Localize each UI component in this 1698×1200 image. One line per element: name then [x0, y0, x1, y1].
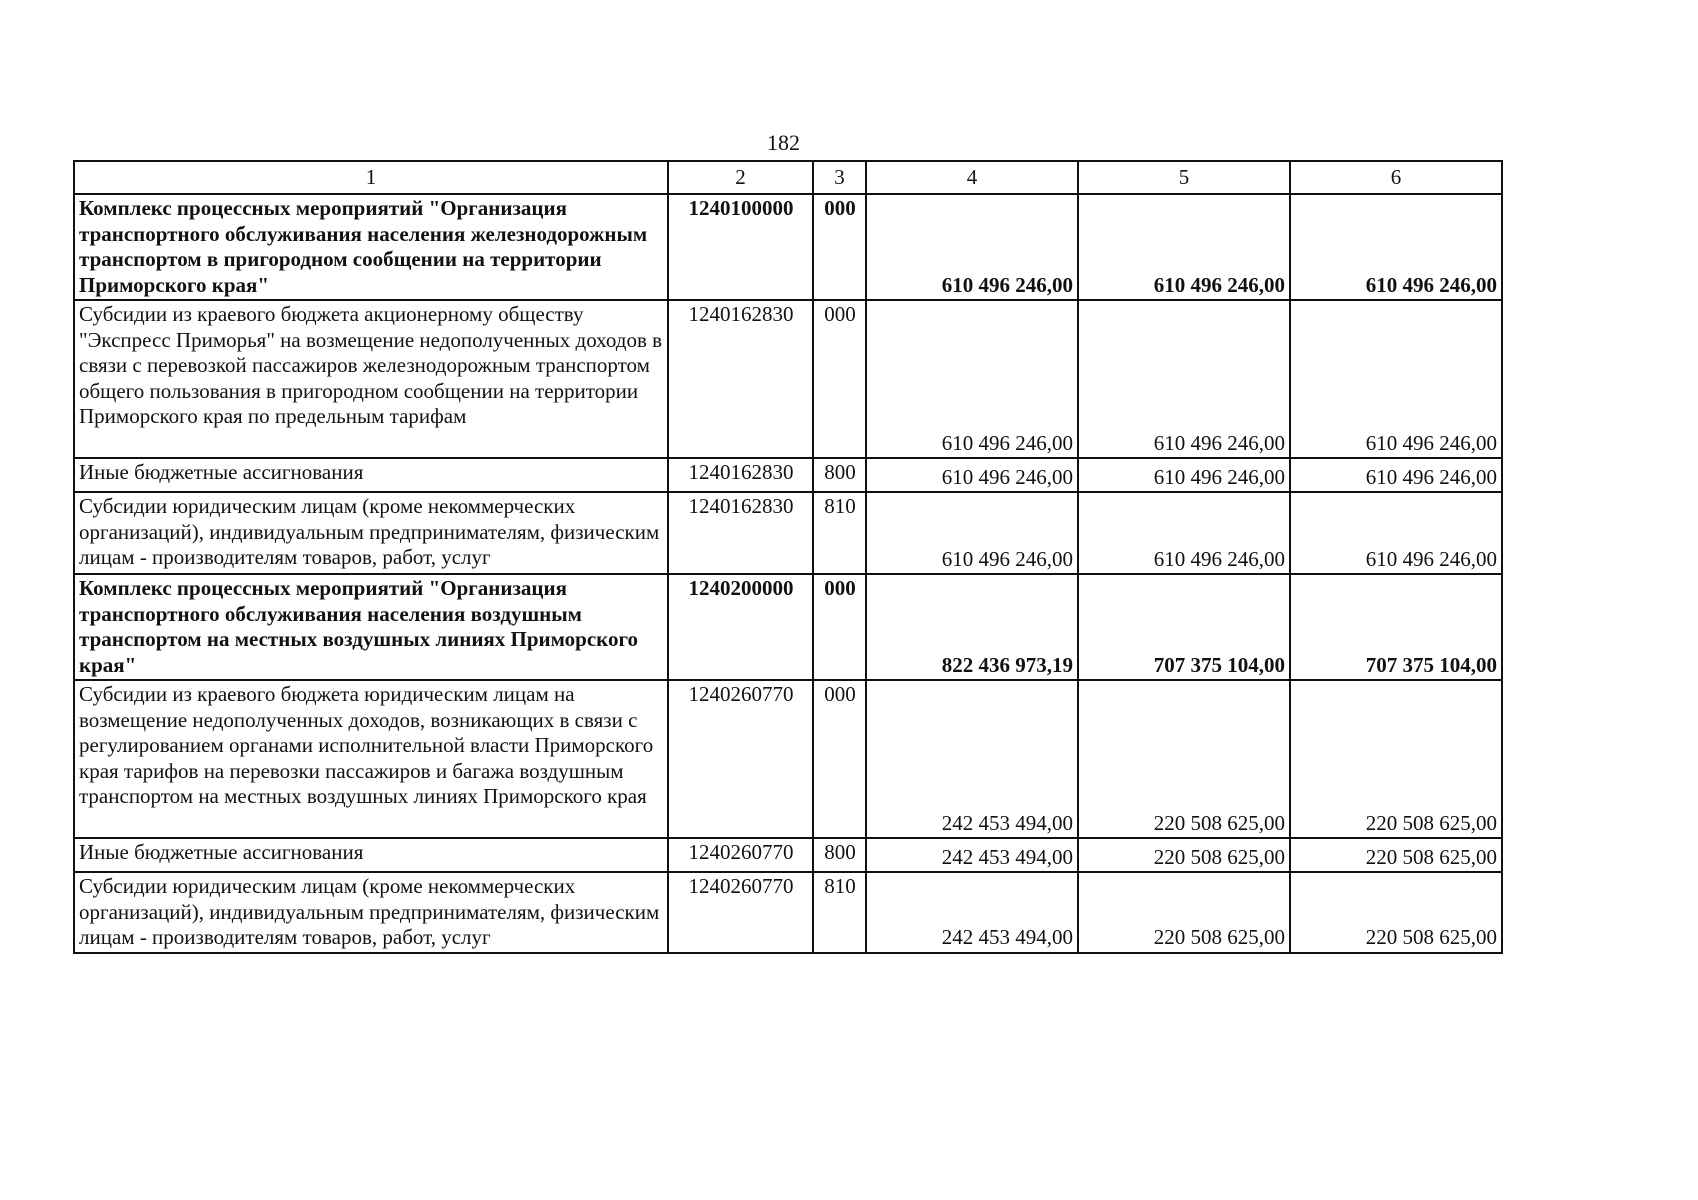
target-article-cell: 1240162830 — [668, 300, 813, 458]
target-article-cell: 1240200000 — [668, 574, 813, 680]
expense-name-cell: Субсидии юридическим лицам (кроме некоммерческих организаций), индивидуальным предпринимателям, физическим лицам - производителям товаров, работ, услуг — [74, 872, 668, 953]
amount-year1-cell: 242 453 494,00 — [866, 872, 1078, 953]
table-row — [74, 872, 1502, 953]
table-row — [74, 838, 1502, 872]
amount-year1-cell: 822 436 973,19 — [866, 574, 1078, 680]
amount-year3-cell: 707 375 104,00 — [1290, 574, 1502, 680]
amount-year2-cell: 610 496 246,00 — [1078, 492, 1290, 574]
amount-year3-cell: 610 496 246,00 — [1290, 300, 1502, 458]
expense-type-cell: 000 — [813, 194, 866, 300]
amount-year3-cell: 610 496 246,00 — [1290, 458, 1502, 492]
expense-name-cell: Субсидии из краевого бюджета акционерному обществу "Экспресс Приморья" на возмещение недополученных доходов в связи с перевозкой пассажиров железнодорожным транспортом общего пользования в пригородном сообщении на территории Приморского края по предельным тарифам — [74, 300, 668, 458]
amount-year2-cell: 220 508 625,00 — [1078, 872, 1290, 953]
expense-name-cell: Комплекс процессных мероприятий "Организация транспортного обслуживания населения железнодорожным транспортом в пригородном сообщении на территории Приморского края" — [74, 194, 668, 300]
amount-year2-cell: 707 375 104,00 — [1078, 574, 1290, 680]
column-number-cell: 3 — [813, 161, 866, 194]
expense-type-cell: 000 — [813, 300, 866, 458]
target-article-cell: 1240162830 — [668, 492, 813, 574]
expense-name-cell: Иные бюджетные ассигнования — [74, 838, 668, 872]
amount-year1-cell: 610 496 246,00 — [866, 458, 1078, 492]
amount-year2-cell: 610 496 246,00 — [1078, 194, 1290, 300]
amount-year2-cell: 220 508 625,00 — [1078, 838, 1290, 872]
amount-year3-cell: 610 496 246,00 — [1290, 194, 1502, 300]
amount-year3-cell: 610 496 246,00 — [1290, 492, 1502, 574]
amount-year2-cell: 610 496 246,00 — [1078, 458, 1290, 492]
table-row — [74, 300, 1502, 458]
expense-name-cell: Субсидии юридическим лицам (кроме некоммерческих организаций), индивидуальным предпринимателям, физическим лицам - производителям товаров, работ, услуг — [74, 492, 668, 574]
column-number-cell: 2 — [668, 161, 813, 194]
expense-type-cell: 800 — [813, 458, 866, 492]
target-article-cell: 1240260770 — [668, 680, 813, 838]
target-article-cell: 1240260770 — [668, 838, 813, 872]
column-number-cell: 6 — [1290, 161, 1502, 194]
target-article-cell: 1240260770 — [668, 872, 813, 953]
expense-type-cell: 000 — [813, 680, 866, 838]
column-number-cell: 4 — [866, 161, 1078, 194]
column-number-cell: 1 — [74, 161, 668, 194]
column-number-row — [74, 161, 1502, 194]
amount-year2-cell: 220 508 625,00 — [1078, 680, 1290, 838]
amount-year3-cell: 220 508 625,00 — [1290, 680, 1502, 838]
expense-type-cell: 810 — [813, 492, 866, 574]
amount-year1-cell: 242 453 494,00 — [866, 680, 1078, 838]
table-row — [74, 194, 1502, 300]
table-row — [74, 492, 1502, 574]
table-row — [74, 458, 1502, 492]
expense-type-cell: 810 — [813, 872, 866, 953]
target-article-cell: 1240162830 — [668, 458, 813, 492]
expense-name-cell: Субсидии из краевого бюджета юридическим лицам на возмещение недополученных доходов, возникающих в связи с регулированием органами исполнительной власти Приморского края тарифов на перевозки пассажиров и багажа воздушным транспортом на местных воздушных линиях Приморского края — [74, 680, 668, 838]
expense-type-cell: 800 — [813, 838, 866, 872]
expense-name-cell: Комплекс процессных мероприятий "Организация транспортного обслуживания населения воздушным транспортом на местных воздушных линиях Приморского края" — [74, 574, 668, 680]
amount-year1-cell: 610 496 246,00 — [866, 194, 1078, 300]
budget-table — [73, 160, 1503, 954]
table-row — [74, 680, 1502, 838]
expense-name-cell: Иные бюджетные ассигнования — [74, 458, 668, 492]
amount-year1-cell: 242 453 494,00 — [866, 838, 1078, 872]
target-article-cell: 1240100000 — [668, 194, 813, 300]
amount-year3-cell: 220 508 625,00 — [1290, 838, 1502, 872]
expense-type-cell: 000 — [813, 574, 866, 680]
table-row — [74, 574, 1502, 680]
amount-year3-cell: 220 508 625,00 — [1290, 872, 1502, 953]
page-number: 182 — [767, 130, 800, 155]
amount-year1-cell: 610 496 246,00 — [866, 300, 1078, 458]
column-number-cell: 5 — [1078, 161, 1290, 194]
amount-year1-cell: 610 496 246,00 — [866, 492, 1078, 574]
amount-year2-cell: 610 496 246,00 — [1078, 300, 1290, 458]
